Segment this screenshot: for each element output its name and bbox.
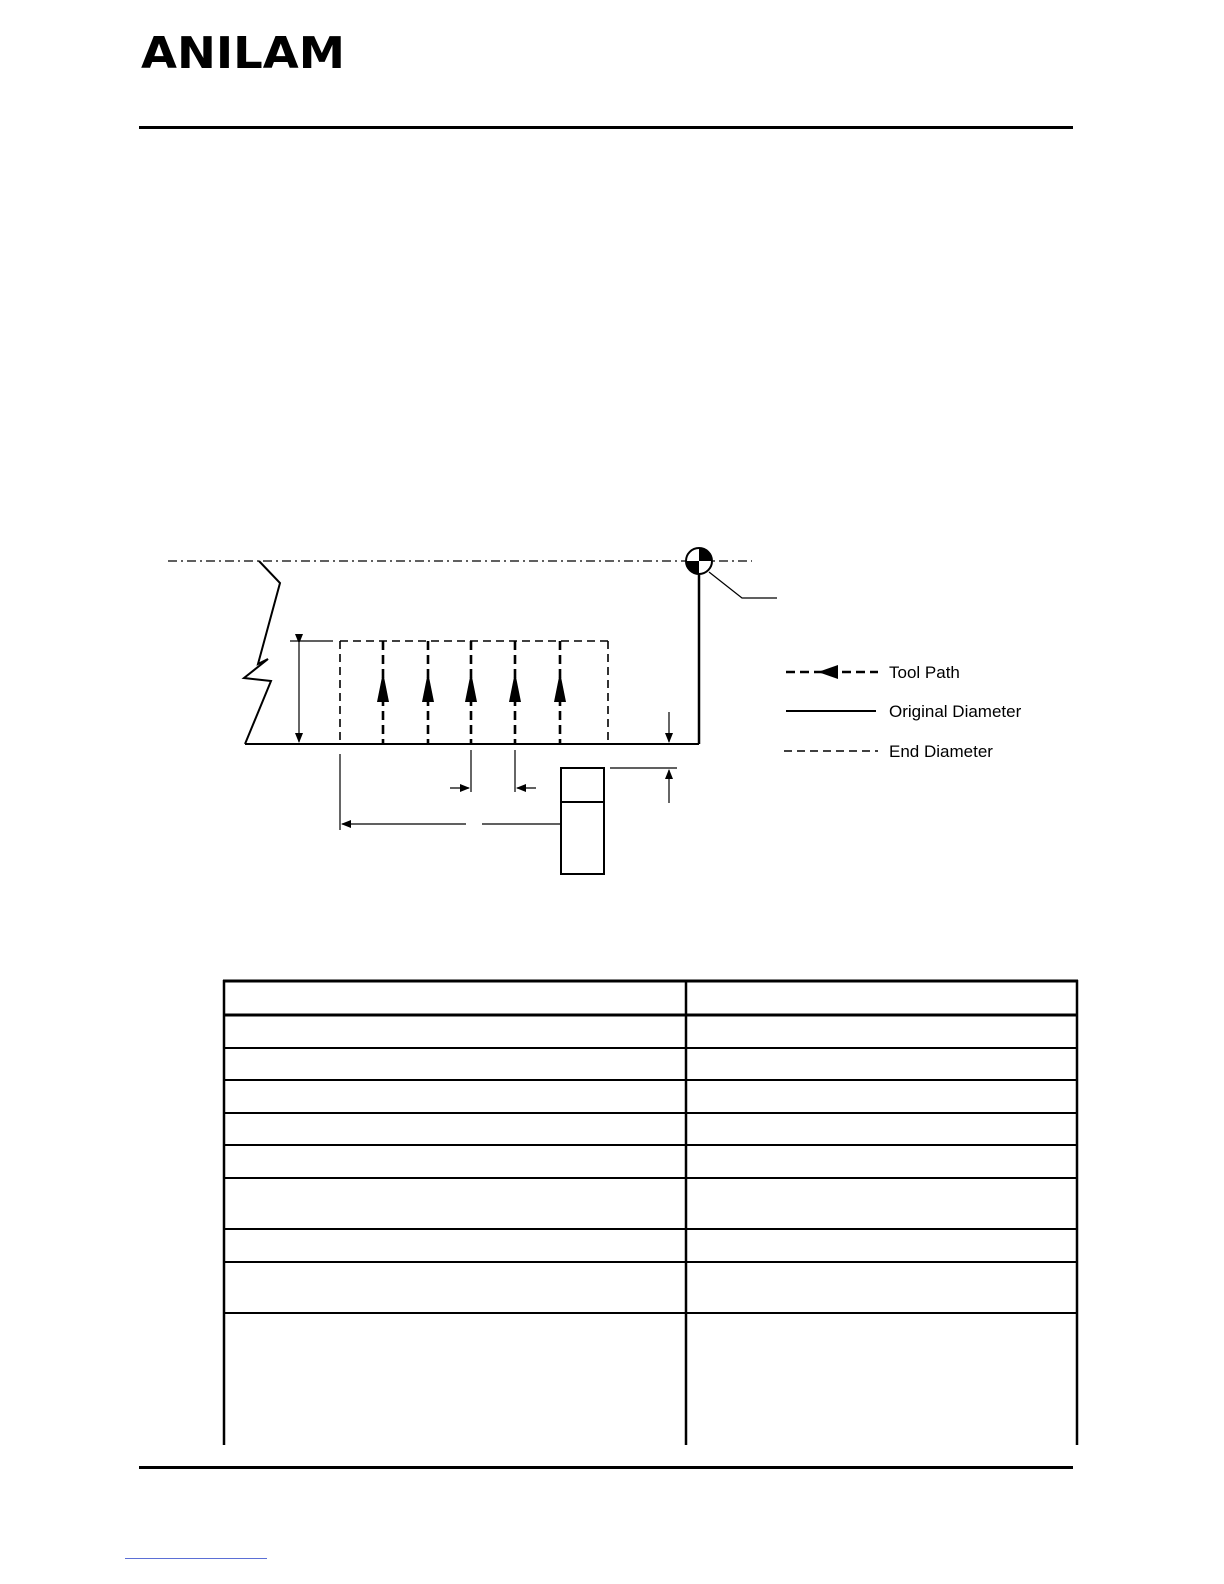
legend-end-diameter-label: End Diameter bbox=[889, 742, 993, 761]
tool-path-arrows bbox=[377, 672, 566, 702]
footer-link-underline[interactable] bbox=[125, 1558, 267, 1559]
legend-original-diameter-label: Original Diameter bbox=[889, 702, 1022, 721]
legend-original-diameter bbox=[786, 702, 1022, 721]
legend-tool-path-label: Tool Path bbox=[889, 663, 960, 682]
reference-leader bbox=[709, 572, 777, 598]
reference-point-icon bbox=[686, 548, 712, 574]
legend-end-diameter bbox=[784, 742, 993, 761]
parameter-table bbox=[222, 979, 1079, 1445]
legend-tool-path bbox=[786, 663, 960, 682]
workpiece-break-line bbox=[244, 561, 280, 744]
logo-text: ANILAM bbox=[141, 30, 345, 74]
clearance-dimension bbox=[610, 712, 677, 803]
footer-rule bbox=[139, 1466, 1073, 1469]
step-width-dimension bbox=[450, 750, 536, 792]
grooving-tool bbox=[561, 768, 604, 874]
depth-dimension bbox=[290, 641, 333, 742]
legend bbox=[784, 663, 1022, 761]
